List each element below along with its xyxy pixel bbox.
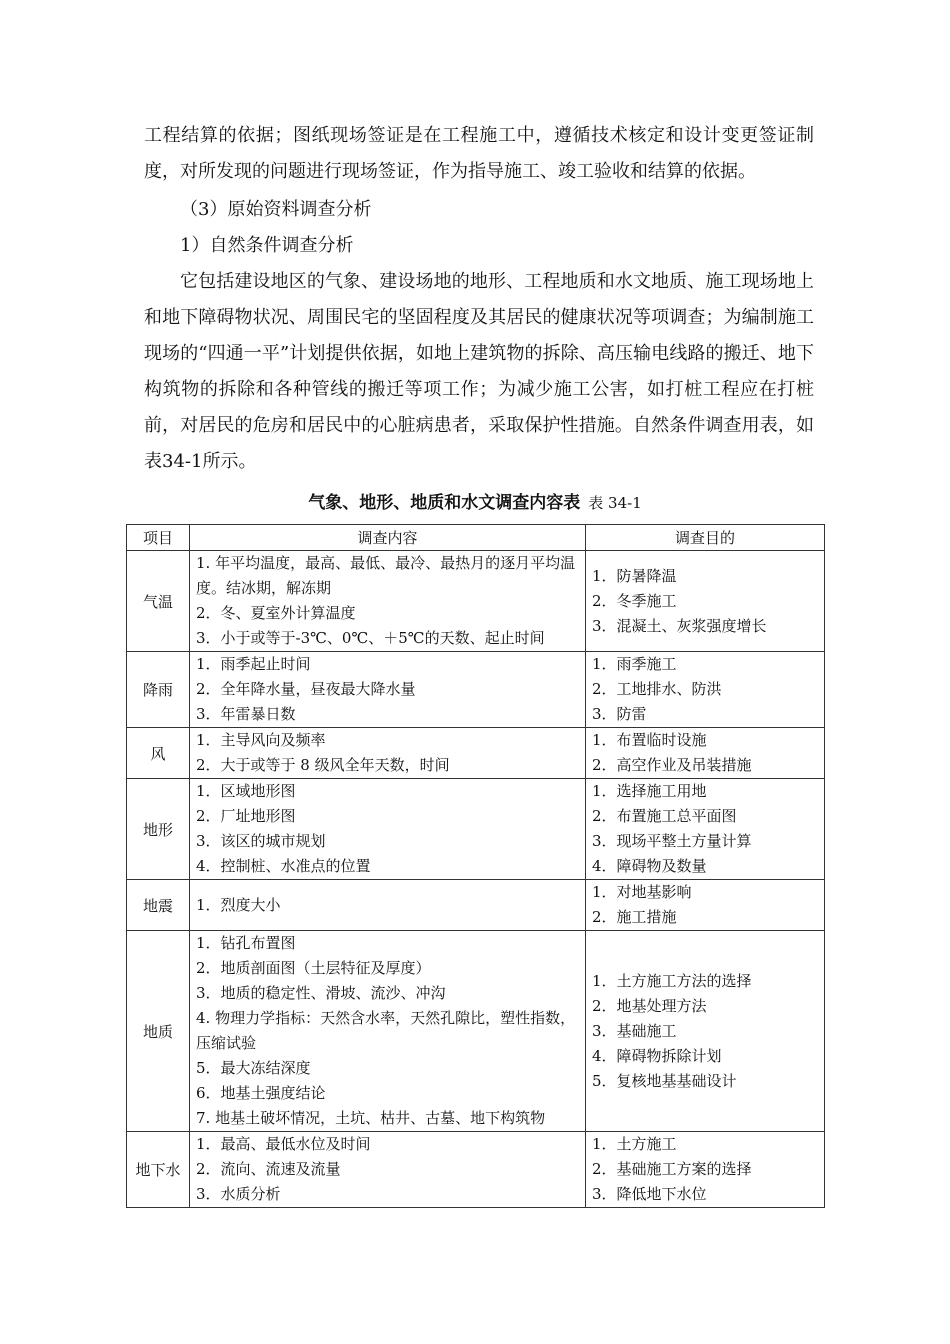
row-content — [190, 779, 586, 880]
content-line: 4. 物理力学指标：天然含水率，天然孔隙比，塑性指数，压缩试验 — [196, 1009, 576, 1052]
paragraph-natural-conditions: 它包括建设地区的气象、建设场地的地形、工程地质和水文地质、施工现场地上和地下障碍物状况、周围民宅的坚固程度及其居民的健康状况等项调查；为编制施工现场的“四通一平”计划提供依据，如地上建筑物的拆除、高压输电线路的搬迁、地下构筑物的拆除和各种管线的搬迁等项工作；为减少施工公害，如打桩工程应在打桩前，对居民的危房和居民中的心脏病患者，采取保护性措施。自然条件调查用表，如表34-1所示。 — [144, 271, 814, 472]
content-line: 2．大于或等于 8 级风全年天数，时间 — [196, 756, 450, 774]
content-line: 3．水质分析 — [196, 1185, 281, 1203]
content-line: 2．流向、流速及流量 — [196, 1160, 341, 1178]
table-row — [127, 551, 825, 652]
row-content — [190, 728, 586, 779]
purpose-line: 1．选择施工用地 — [592, 782, 707, 800]
content-line: 1. 年平均温度，最高、最低、最冷、最热月的逐月平均温度。结冰期，解冻期 — [196, 554, 576, 597]
table-caption-title: 气象、地形、地质和水文调查内容表 — [308, 493, 581, 513]
subsection-heading-natural-conditions: 1）自然条件调查分析 — [180, 235, 354, 256]
content-line: 1．雨季起止时间 — [196, 655, 311, 673]
purpose-line: 1．雨季施工 — [592, 655, 677, 673]
content-line: 6．地基土强度结论 — [196, 1084, 326, 1102]
purpose-line: 4．障碍物及数量 — [592, 857, 707, 875]
table-caption-number: 表 34-1 — [588, 494, 642, 512]
purpose-line: 2．高空作业及吊装措施 — [592, 756, 752, 774]
row-purpose — [586, 652, 825, 728]
row-item: 气温 — [127, 551, 190, 652]
section-heading-raw-data-survey: （3）原始资料调查分析 — [180, 199, 372, 220]
content-line: 3．地质的稳定性、滑坡、流沙、冲沟 — [196, 984, 446, 1002]
content-line: 2．地质剖面图（土层特征及厚度） — [196, 959, 431, 977]
table-row — [127, 880, 825, 931]
purpose-line: 2．工地排水、防洪 — [592, 680, 722, 698]
table-body — [127, 551, 825, 1208]
header-content: 调查内容 — [190, 525, 586, 551]
purpose-line: 1．土方施工 — [592, 1135, 677, 1153]
purpose-line: 2．地基处理方法 — [592, 996, 707, 1015]
purpose-line: 3．基础施工 — [592, 1021, 677, 1040]
purpose-line: 1．布置临时设施 — [592, 731, 707, 749]
content-line: 2．全年降水量，昼夜最大降水量 — [196, 680, 416, 698]
content-line: 7. 地基土破坏情况，土坑、枯井、古墓、地下构筑物 — [196, 1109, 546, 1127]
row-purpose — [586, 931, 825, 1132]
purpose-line: 3．混凝土、灰浆强度增长 — [592, 616, 767, 635]
content-line: 5．最大冻结深度 — [196, 1059, 311, 1077]
purpose-line: 3．防雷 — [592, 705, 647, 723]
row-purpose — [586, 728, 825, 779]
paragraph-settlement-basis: 工程结算的依据；图纸现场签证是在工程施工中，遵循技术核定和设计变更签证制度，对所发现的问题进行现场签证，作为指导施工、竣工验收和结算的依据。 — [144, 125, 814, 182]
table-row — [127, 728, 825, 779]
content-line: 1．烈度大小 — [196, 895, 281, 914]
content-line: 1．主导风向及频率 — [196, 731, 326, 749]
purpose-line: 2．施工措施 — [592, 908, 677, 926]
purpose-line: 1．土方施工方法的选择 — [592, 971, 752, 990]
content-line: 4．控制桩、水准点的位置 — [196, 857, 371, 875]
purpose-line: 3．现场平整土方量计算 — [592, 832, 752, 850]
purpose-line: 2．基础施工方案的选择 — [592, 1160, 752, 1178]
row-item: 地形 — [127, 779, 190, 880]
row-content — [190, 652, 586, 728]
purpose-line: 2．冬季施工 — [592, 591, 677, 610]
row-purpose — [586, 1132, 825, 1208]
header-item: 项目 — [127, 525, 190, 551]
content-line: 1．区域地形图 — [196, 782, 296, 800]
row-item: 地下水 — [127, 1132, 190, 1208]
table-row — [127, 931, 825, 1132]
content-line: 2．冬、夏室外计算温度 — [196, 604, 356, 622]
purpose-line: 4．障碍物拆除计划 — [592, 1046, 722, 1065]
purpose-line: 3．降低地下水位 — [592, 1185, 707, 1203]
table-caption — [0, 490, 950, 516]
purpose-line: 1．防暑降温 — [592, 566, 677, 585]
purpose-line: 1．对地基影响 — [592, 883, 692, 901]
header-purpose: 调查目的 — [586, 525, 825, 551]
row-content — [190, 1132, 586, 1208]
survey-table — [126, 524, 825, 1208]
content-line: 1．最高、最低水位及时间 — [196, 1135, 371, 1153]
purpose-line: 2．布置施工总平面图 — [592, 807, 737, 825]
table-row — [127, 779, 825, 880]
row-purpose — [586, 779, 825, 880]
content-line: 2．厂址地形图 — [196, 807, 296, 825]
row-purpose — [586, 880, 825, 931]
row-item: 地震 — [127, 880, 190, 931]
table-row — [127, 1132, 825, 1208]
content-line: 3．年雷暴日数 — [196, 705, 296, 723]
table-row — [127, 652, 825, 728]
row-content — [190, 551, 586, 652]
purpose-line: 5．复核地基基础设计 — [592, 1071, 737, 1090]
content-line: 3．该区的城市规划 — [196, 832, 326, 850]
row-item: 风 — [127, 728, 190, 779]
row-content — [190, 931, 586, 1132]
row-item: 地质 — [127, 931, 190, 1132]
row-purpose — [586, 551, 825, 652]
row-item: 降雨 — [127, 652, 190, 728]
content-line: 3．小于或等于-3℃、0℃、＋5℃的天数、起止时间 — [196, 629, 545, 647]
content-line: 1．钻孔布置图 — [196, 934, 296, 952]
table-header-row — [127, 525, 825, 551]
row-content — [190, 880, 586, 931]
